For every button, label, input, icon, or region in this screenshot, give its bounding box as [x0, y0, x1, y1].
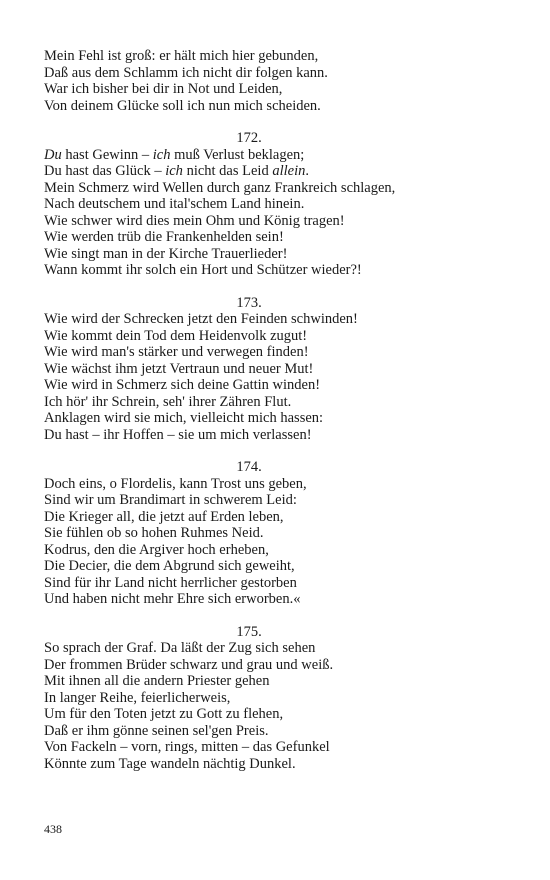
poem-text: [44, 48, 504, 772]
text-segment: Von Fackeln – vorn, rings, mitten – das Gefunkel: [44, 739, 330, 755]
verse-line: [44, 739, 504, 756]
text-segment: Von deinem Glücke soll ich nun mich scheiden.: [44, 97, 321, 114]
verse-line: [44, 575, 504, 592]
verse-line: [44, 180, 504, 197]
stanza: [44, 295, 504, 444]
text-segment: Daß er ihm gönne seinen sel'gen Preis.: [44, 722, 269, 739]
verse-line: [44, 394, 504, 411]
text-segment: Du hast das Glück –: [44, 163, 166, 179]
text-segment: Wie wird man's stärker und verwegen finden!: [44, 344, 309, 360]
text-segment: Wie schwer wird dies mein Ohm und König tragen!: [44, 212, 345, 229]
text-segment: Mit ihnen all die andern Priester gehen: [44, 673, 270, 689]
text-segment: Wie wird der Schrecken jetzt den Feinden schwinden!: [44, 311, 358, 327]
italic-segment: ich: [165, 163, 183, 179]
stanza: [44, 459, 504, 608]
stanza-number: 173.: [236, 294, 262, 311]
verse-line: [44, 542, 504, 559]
stanza-number: 172.: [236, 130, 262, 146]
italic-segment: ich: [152, 146, 171, 163]
verse-line: [44, 476, 504, 493]
verse-line: [44, 163, 504, 180]
verse-line: [44, 591, 504, 608]
text-segment: Doch eins, o Flordelis, kann Trost uns geben,: [44, 475, 307, 492]
text-segment: muß Verlust beklagen;: [170, 146, 305, 163]
stanza-number: 175.: [236, 623, 262, 640]
verse-line: [44, 262, 504, 279]
verse-line: [44, 98, 504, 115]
text-segment: In langer Reihe, feierlicherweis,: [44, 689, 231, 706]
verse-line: [44, 492, 504, 509]
text-segment: Wann kommt ihr solch ein Hort und Schützer wieder?!: [44, 262, 362, 278]
verse-line: [44, 229, 504, 246]
text-segment: Wie wächst ihm jetzt Vertraun und neuer Mut!: [44, 360, 314, 377]
stanza: [44, 624, 504, 773]
text-segment: Du hast – ihr Hoffen – sie um mich verlassen!: [44, 426, 312, 443]
text-segment: Mein Schmerz wird Wellen durch ganz Frankreich schlagen,: [44, 179, 396, 196]
verse-line: [44, 706, 504, 723]
verse-line: [44, 196, 504, 213]
text-segment: Wie wird in Schmerz sich deine Gattin winden!: [44, 377, 321, 393]
text-segment: nicht das Leid: [182, 163, 273, 179]
text-segment: Und haben nicht mehr Ehre sich erworben.«: [44, 591, 301, 607]
verse-line: [44, 673, 504, 690]
verse-line: [44, 525, 504, 542]
verse-line: [44, 81, 504, 98]
verse-line: [44, 344, 504, 361]
stanza: [44, 48, 504, 114]
verse-line: [44, 328, 504, 345]
verse-line: [44, 246, 504, 263]
text-segment: Um für den Toten jetzt zu Gott zu flehen,: [44, 706, 284, 722]
text-segment: Nach deutschem und ital'schem Land hinein.: [44, 196, 305, 212]
verse-line: [44, 558, 504, 575]
verse-line: [44, 147, 504, 164]
italic-segment: Du: [44, 146, 62, 163]
page-number: 438: [44, 822, 62, 836]
verse-line: [44, 509, 504, 526]
text-segment: Sie fühlen ob so hohen Ruhmes Neid.: [44, 525, 264, 541]
verse-line: [44, 213, 504, 230]
text-segment: .: [305, 163, 309, 179]
text-segment: Daß aus dem Schlamm ich nicht dir folgen kann.: [44, 64, 328, 81]
verse-line: [44, 723, 504, 740]
text-segment: Die Decier, die dem Abgrund sich geweiht,: [44, 558, 295, 574]
verse-line: [44, 640, 504, 657]
verse-line: [44, 311, 504, 328]
verse-line: [44, 377, 504, 394]
text-segment: Sind für ihr Land nicht herrlicher gestorben: [44, 574, 297, 591]
text-segment: Kodrus, den die Argiver hoch erheben,: [44, 541, 269, 558]
text-segment: Sind wir um Brandimart in schwerem Leid:: [44, 492, 297, 508]
text-segment: Mein Fehl ist groß: er hält mich hier gebunden,: [44, 48, 319, 64]
text-segment: Könnte zum Tage wandeln nächtig Dunkel.: [44, 755, 296, 772]
text-segment: So sprach der Graf. Da läßt der Zug sich sehen: [44, 640, 316, 656]
text-segment: Wie kommt dein Tod dem Heidenvolk zugut!: [44, 327, 308, 344]
stanza-number: 174.: [236, 459, 262, 475]
verse-line: [44, 65, 504, 82]
verse-line: [44, 48, 504, 65]
text-segment: Ich hör' ihr Schrein, seh' ihrer Zähren Flut.: [44, 393, 292, 410]
text-segment: Der frommen Brüder schwarz und grau und weiß.: [44, 656, 334, 673]
text-segment: Wie singt man in der Kirche Trauerlieder!: [44, 245, 288, 262]
verse-line: [44, 427, 504, 444]
text-segment: Die Krieger all, die jetzt auf Erden leben,: [44, 508, 284, 525]
verse-line: [44, 361, 504, 378]
text-segment: Anklagen wird sie mich, vielleicht mich hassen:: [44, 410, 324, 426]
text-segment: Wie werden trüb die Frankenhelden sein!: [44, 229, 284, 245]
text-segment: hast Gewinn –: [61, 146, 153, 163]
text-segment: War ich bisher bei dir in Not und Leiden,: [44, 81, 283, 97]
stanza: [44, 130, 504, 279]
verse-line: [44, 690, 504, 707]
verse-line: [44, 756, 504, 773]
verse-line: [44, 410, 504, 427]
verse-line: [44, 657, 504, 674]
italic-segment: allein: [272, 163, 306, 179]
